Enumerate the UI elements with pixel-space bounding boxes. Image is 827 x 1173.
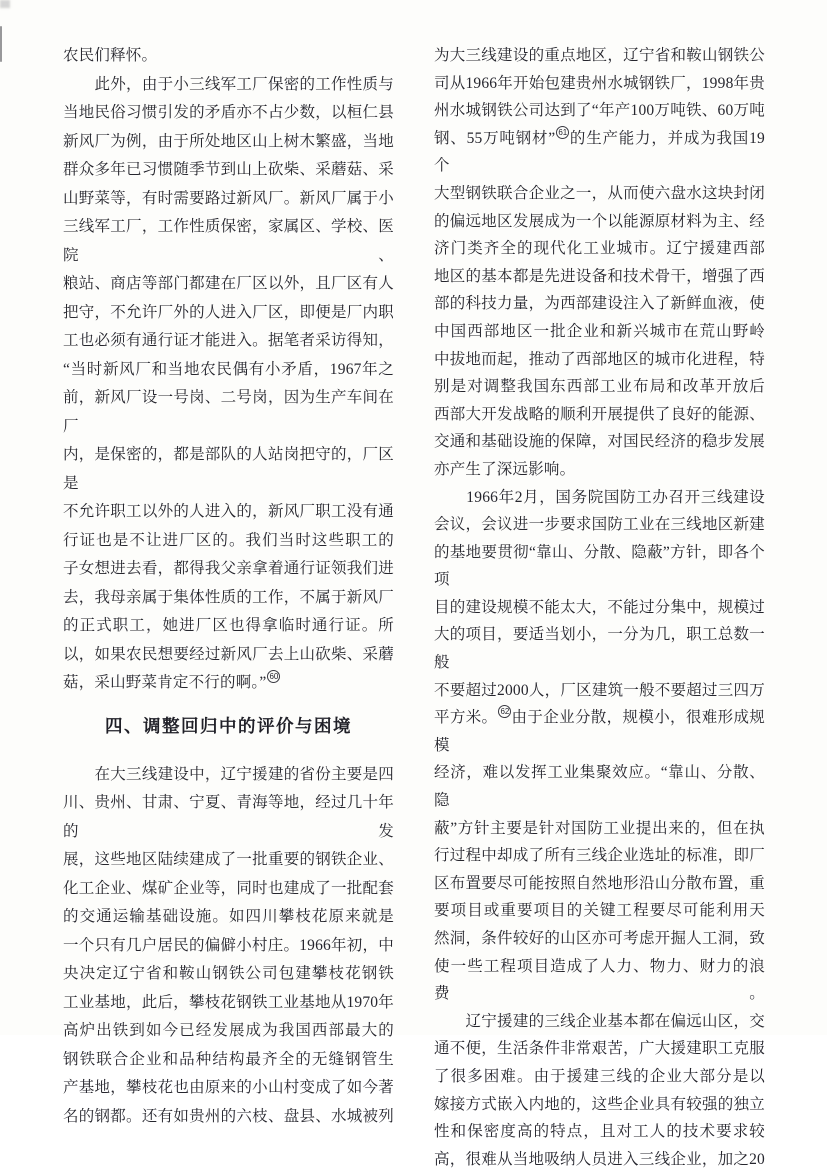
text-line: 大型钢铁联合企业之一，从而使六盘水这块封闭	[434, 184, 765, 202]
text-line: 名的钢都。还有如贵州的六枝、盘县、水城被列	[63, 1107, 394, 1125]
text-line: 别是对调整我国东西部工业布局和改革开放后	[434, 378, 765, 396]
text-line: 西部大开发战略的顺利开展提供了良好的能源、	[434, 405, 765, 423]
text-line: 中国西部地区一批企业和新兴城市在荒山野岭	[434, 322, 765, 340]
text-line: 群众多年已习惯随季节到山上砍柴、采蘑菇、采	[63, 161, 394, 178]
text-line: 去，我母亲属于集体性质的工作，不属于新风厂	[63, 588, 394, 606]
text-line: 会议，会议进一步要求国防工业在三线地区新建	[434, 516, 765, 534]
text-line: 州水城钢铁公司达到了“年产100万吨铁、60万吨	[434, 102, 765, 120]
text-line: 川、贵州、甘肃、宁夏、青海等地，经过几十年的发	[63, 794, 394, 840]
text-line: 行过程中却成了所有三线企业选址的标准，即厂	[434, 847, 765, 865]
text-line: 粮站、商店等部门都建在厂区以外，且厂区有人	[63, 275, 394, 292]
text-line: 使一些工程项目造成了人力、物力、财力的浪费。	[434, 957, 765, 1003]
text-line: 当地民俗习惯引发的矛盾亦不占少数，以桓仁县	[63, 104, 394, 121]
text-line: 此外，由于小三线军工厂保密的工作性质与	[63, 75, 394, 93]
text-line: 不要超过2000人，厂区建筑一般不要超过三四万	[434, 681, 765, 699]
text-line: 1966年2月，国务院国防工办召开三线建设	[434, 488, 765, 506]
text-line: 为大三线建设的重点地区，辽宁省和鞍山钢铁公	[434, 47, 765, 64]
text-line: 通不便，生活条件非常艰苦，广大援建职工克服	[434, 1040, 765, 1058]
text-line: 大的项目，要适当划小，一分为几，职工总数一般	[434, 626, 765, 672]
text-line: 不允许职工以外的人进入的，新风厂职工没有通	[63, 503, 394, 520]
text-line: 亦产生了深远影响。	[434, 460, 576, 478]
text-line: 的正式职工，她进厂区也得拿临时通行证。所	[63, 617, 394, 634]
scan-corner-smudge	[0, 0, 10, 8]
text-line: 济门类齐全的现代化工业城市。辽宁援建西部	[434, 240, 765, 258]
text-line: 区布置要尽可能按照自然地形沿山分散布置，重	[434, 874, 765, 892]
text-line: 的偏远地区发展成为一个以能源原材料为主、经	[434, 212, 765, 230]
text-line: 把守，不允许厂外的人进入厂区，即便是厂内职	[63, 303, 394, 321]
text-line: 中拔地而起，推动了西部地区的城市化进程，特	[434, 350, 765, 368]
text-line: 部的科技力量，为西部建设注入了新鲜血液，使	[434, 295, 765, 313]
text-line: 行证也是不让进厂区的。我们当时这些职工的	[63, 531, 394, 549]
two-column-text	[63, 42, 765, 1173]
text-line: 一个只有几户居民的偏僻小村庄。1966年初，中	[63, 936, 394, 954]
text-line: 要项目或重要项目的关键工程要尽可能利用天	[434, 902, 765, 920]
text-line: 嫁接方式嵌入内地的，这些企业具有较强的独立	[434, 1095, 765, 1113]
text-line: 展，这些地区陆续建成了一批重要的钢铁企业、	[63, 851, 394, 868]
text-line: 新风厂为例，由于所处地区山上树木繁盛，当地	[63, 132, 394, 150]
text-line: 蔽”方针主要是针对国防工业提出来的，但在执	[434, 819, 765, 837]
text-line: 菇，采山野菜肯定不行的啊。” 60	[63, 669, 394, 698]
text-line: 钢铁联合企业和品种结构最齐全的无缝钢管生	[63, 1050, 394, 1068]
section-heading: 四、调整回归中的评价与困境	[105, 715, 352, 736]
text-line: 高炉出铁到如今已经发展成为我国西部最大的	[63, 1022, 394, 1039]
text-line: 司从1966年开始包建贵州水城钢铁厂，1998年贵	[434, 74, 765, 92]
right-column	[434, 42, 765, 1173]
left-lines-before-heading	[63, 42, 394, 698]
text-line: 农民们释怀。	[63, 47, 158, 64]
text-line: 钢、55万吨钢材” 61 的生产能力，并成为我国19个	[434, 127, 765, 175]
text-line: 山野菜等，有时需要路过新风厂。新风厂属于小	[63, 189, 394, 207]
text-line: 了很多困难。由于援建三线的企业大部分是以	[434, 1067, 765, 1085]
text-line: 的基地要贯彻“靠山、分散、隐蔽”方针，即各个项	[434, 543, 765, 589]
text-line: 经济，难以发挥工业集聚效应。“靠山、分散、隐	[434, 764, 765, 810]
footnote-marker: 62	[498, 705, 511, 718]
right-lines	[434, 42, 765, 1173]
text-line: 交通和基础设施的保障，对国民经济的稳步发展	[434, 433, 765, 451]
text-line: 前，新风厂设一号岗、二号岗，因为生产车间在厂	[63, 389, 394, 435]
text-line: 内，是保密的，都是部队的人站岗把守的，厂区是	[63, 446, 394, 492]
text-line: 性和保密度高的特点，且对工人的技术要求较	[434, 1123, 765, 1141]
text-line: 高，很难从当地吸纳人员进入三线企业，加之20	[434, 1150, 765, 1168]
text-line: 三线军工厂，工作性质保密，家属区、学校、医院、	[63, 218, 394, 264]
text-line: 央决定辽宁省和鞍山钢铁公司包建攀枝花钢铁	[63, 965, 394, 982]
left-column	[63, 42, 394, 1173]
text-line: 以，如果农民想要经过新风厂去上山砍柴、采蘑	[63, 645, 394, 663]
text-line: 子女想进去看，都得我父亲拿着通行证领我们进	[63, 560, 394, 577]
text-line: 目的建设规模不能太大，不能过分集中，规模过	[434, 598, 765, 616]
text-line: 平方米。 62 由于企业分散，规模小，很难形成规模	[434, 707, 765, 754]
text-line: 在大三线建设中，辽宁援建的省份主要是四	[63, 765, 394, 783]
scan-edge-artifact	[0, 26, 2, 62]
text-line: 化工企业、煤矿企业等，同时也建成了一批配套	[63, 879, 394, 897]
footnote-marker: 60	[267, 670, 280, 683]
text-line: “当时新风厂和当地农民偶有小矛盾，1967年之	[63, 360, 394, 378]
footnote-marker: 61	[556, 126, 569, 139]
left-lines-after-heading	[63, 761, 394, 1132]
text-line: 然洞，条件较好的山区亦可考虑开掘人工洞，致	[434, 930, 765, 947]
text-line: 地区的基本都是先进设备和技术骨干，增强了西	[434, 267, 765, 285]
text-line: 辽宁援建的三线企业基本都在偏远山区，交	[434, 1012, 765, 1030]
text-line: 工也必须有通行证才能进入。据笔者采访得知，	[63, 332, 394, 349]
text-line: 工业基地，此后，攀枝花钢铁工业基地从1970年	[63, 993, 394, 1011]
text-line: 产基地，攀枝花也由原来的小山村变成了如今著	[63, 1079, 394, 1096]
text-line: 的交通运输基础设施。如四川攀枝花原来就是	[63, 908, 394, 925]
